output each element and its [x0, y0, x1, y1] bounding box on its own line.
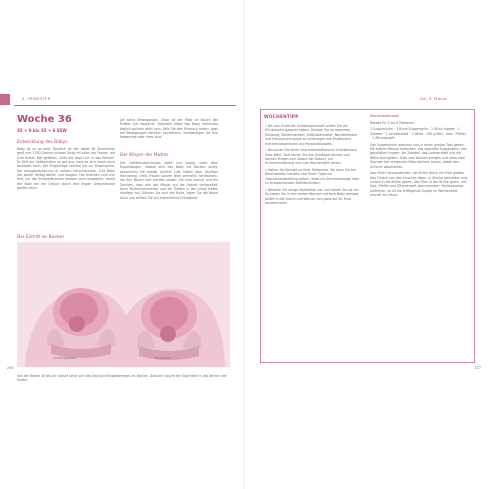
tip-item: » Bis zum Ende der Schwangerschaft sollten Sie die Kliniktasche gepackt haben. Denken Sie an bequeme Kleidung, Toilettenartikel, Stillbüstenhalter, Nachthemden und Hausschuhe sowie an Unterlagen wie Mutterpass, Krankenkassenkarte und Personalausweis.	[265, 124, 358, 146]
tip-item: » Besuchen Sie einen Informationsabend im Krankenhaus Ihrer Wahl. Dort lernen Sie den Kreißsaal kennen und können Fragen zum Ablauf der Geburt, zur Schmerzlinderung und zum Wochenbett stellen.	[265, 148, 358, 166]
figure-label-not-engaged: nicht Eingetreten	[53, 356, 77, 360]
page-title: Woche 36	[17, 114, 72, 125]
figure-label-engaged: Eingetreten	[155, 356, 171, 360]
right-running-head: Der 9. Monat	[420, 97, 447, 101]
pelvis-illustration-svg	[17, 242, 230, 367]
left-page	[0, 0, 244, 489]
recipe-column	[370, 114, 468, 200]
figure-heading: Der Eintritt ins Becken	[17, 234, 65, 239]
chapter-tab	[0, 94, 10, 105]
weekly-tip-title: WOCHENTIPP	[264, 114, 299, 119]
paragraph: Der Gebärmutterfundus steht nun knapp unter dem Rippenbogen. Sobald sich das Baby ins Becken senkt, bekommen Sie wieder leichter Luft, haben aber häufiger Harndrang. Viele Frauen spüren jetzt vermehrt Senkwehen, die den Bauch hart werden lassen. Sie sind normal und ein Zeichen, dass sich der Körper auf die Geburt vorbereitet. Auch Rückenschmerzen und ein Ziehen in der Leiste treten häufiger auf. Gönnen Sie sich viel Ruhe, legen Sie die Beine hoch und achten Sie auf ausreichend Flüssigkeit.	[120, 161, 218, 200]
recipe-heading: Wochenbettsuppe	[370, 114, 399, 118]
paragraph: Baby ist es so weit. Deutlich ist der dabei 46 Zentimeter groß und 2700 Gramm schwer. Baby im allein bei Frauen, die zum ersten Mal gebären, sinkt der Kopf nun in das Becken. Es füllt die Gebärmutter so gut aus, dass es sich kaum noch bewegen kann. Die Fingernägel reichen bis zur Fingerspitze, die Lanugobehaarung ist nahezu verschwunden. Das Baby übt weiter fleißig Atmen und Saugen. Die Knochen sind nun fest, nur die Schädelknochen bleiben noch beweglich, damit der Kopf bei der Geburt durch den engen Geburtskanal gleiten kann.	[17, 147, 115, 191]
page-number-left: 256	[7, 366, 14, 370]
tip-item: » Bereiten Sie einige Mahlzeiten vor und frieren Sie sie ein. So haben Sie in den ersten Wochen mit dem Baby weniger Arbeit in der Küche und können sich ganz auf Ihr Kind konzentrieren.	[265, 187, 360, 206]
page-subtitle: 35 + 0 bis 35 + 6 SSW	[17, 128, 67, 133]
left-header-rule	[14, 105, 236, 106]
section-heading-mother: Der Körper der Mutter	[120, 153, 169, 158]
recipe-paragraph: Rezept für 4 bis 6 Portionen	[370, 120, 415, 125]
page-number-right: 257	[474, 366, 481, 370]
paragraph: Art seine Bewegungen. Zwar ist der Platz im Bauch der Mutter nun begrenzt, trotzdem sollte das Baby mehrmals täglich spürbar aktiv sein. Falls Sie den Eindruck haben, dass die Bewegungen deutlich nachlassen, verständigen Sie Ihre Hebamme oder Ihren Arzt.	[120, 118, 218, 140]
pelvis-illustration	[17, 242, 230, 367]
section-heading-baby: Entwicklung des Babys	[17, 140, 68, 145]
recipe-paragraph: Das Suppenhuhn waschen und in einen großen Topf geben. Mit kaltem Wasser bedecken, das geputzte Suppengrün, den geschälten Ingwer, die Zwiebel, das Lorbeerblatt und die Nelke dazugeben. Alles zum Kochen bringen und etwa zwei Stunden bei schwacher Hitze köcheln lassen, dabei den Schaum abschöpfen.	[370, 142, 468, 169]
left-running-head: 3. TRIMESTER	[22, 97, 51, 101]
weekly-tip-list	[265, 124, 362, 208]
recipe-paragraph: 1 Suppenhuhn · 1 Bund Suppengrün · 1 Stück Ingwer · 1 Zwiebel · 1 Lorbeerblatt · 1 Nelke · 200 g Reis · Salz · Pfeffer · 1 Zitronensaft	[370, 127, 467, 140]
section-text-intro	[120, 118, 218, 140]
section-text-baby	[17, 147, 115, 190]
section-text-mother	[120, 161, 218, 200]
recipe-paragraph: Das Huhn herausnehmen, die Brühe durch ein Sieb gießen. Das Fleisch von den Knochen lösen, in Stücke schneiden und zurück in die Brühe geben. Den Reis in der Brühe garen, mit Salz, Pfeffer und Zitronensaft abschmecken. Portionsweise einfrieren, so ist die kräftigende Suppe im Wochenbett schnell zur Hand.	[370, 171, 468, 198]
tip-item: » Halten Sie Kontakt zu Ihrer Hebamme. Sie kann Sie bei Beschwerden beraten und Ihnen Tipps zur Geburtsvorbereitung geben, etwa zur Dammmassage oder zu entspannenden Atemtechniken.	[265, 168, 360, 186]
figure-caption: Von der Woche 36 bis zur Geburt senkt sich das Kind bei Erstgebärenden ins Becken. Dadurch rutscht der Kopf tiefer in das Becken der Mutter.	[17, 374, 227, 382]
